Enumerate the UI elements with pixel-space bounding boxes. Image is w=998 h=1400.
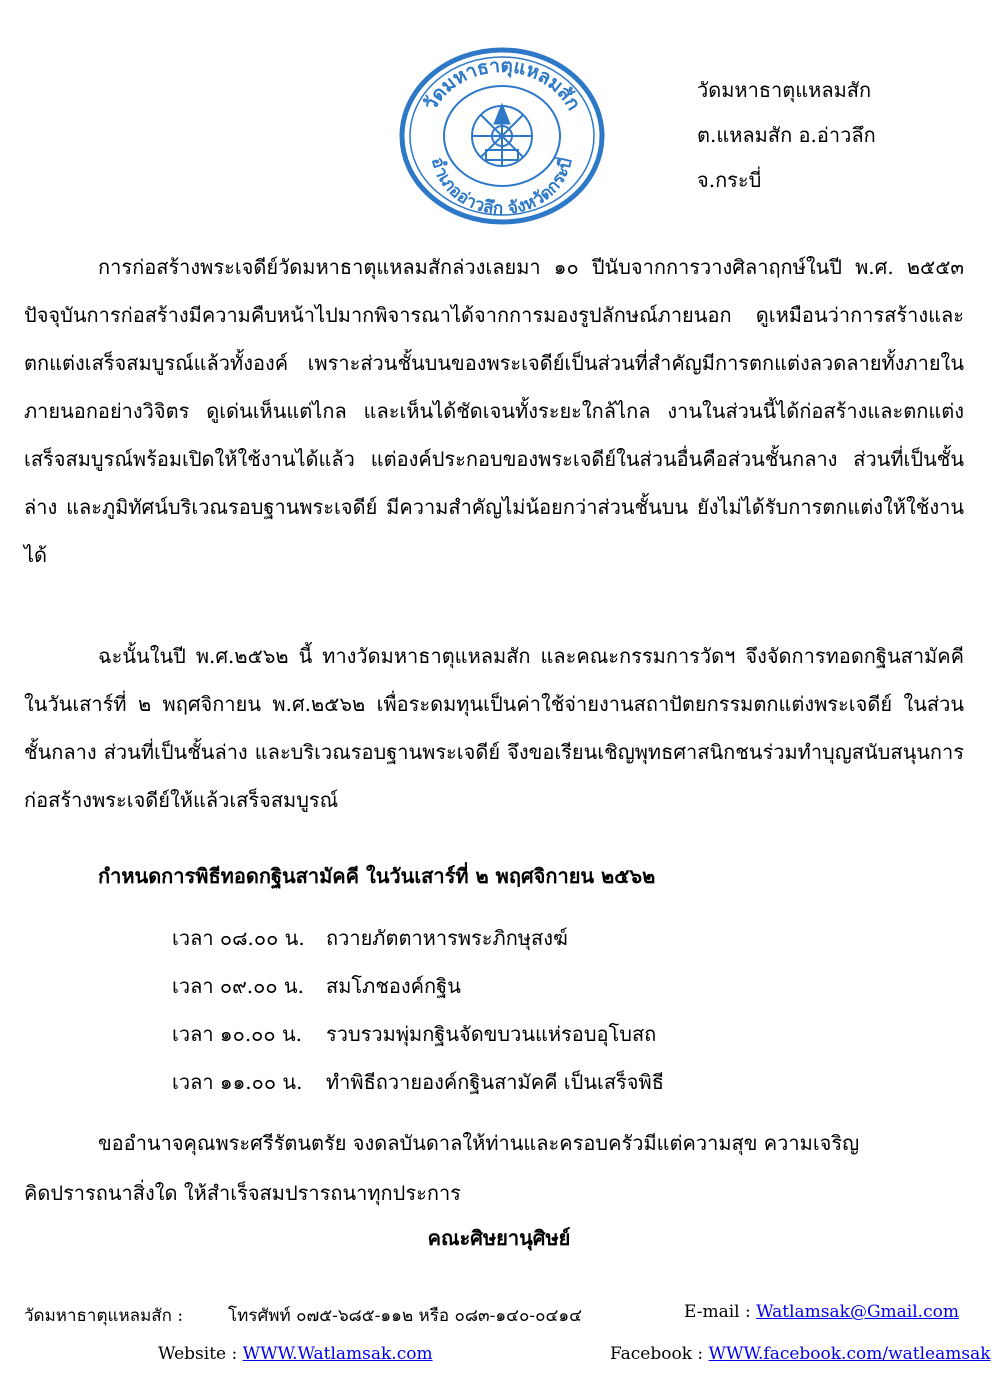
paragraph-blessing (24, 1118, 964, 1218)
seal-top-text: วัดมหาธาตุแหลมสัก (419, 54, 585, 115)
schedule-item (172, 1058, 664, 1106)
schedule-time: เวลา ๑๐.๐๐ น. (172, 1022, 302, 1046)
seal-emblem-icon (472, 104, 532, 166)
address-block (697, 68, 876, 203)
address-province: จ.กระบี่ (697, 168, 762, 192)
schedule-time: เวลา ๐๙.๐๐ น. (172, 974, 304, 998)
footer-website (158, 1344, 433, 1364)
footer-phone: โทรศัพท์ ๐๗๕-๖๘๕-๑๑๒ หรือ ๐๘๓-๑๔๐-๐๔๑๔ (228, 1306, 583, 1326)
footer-email (684, 1302, 959, 1322)
email-label: E-mail : (684, 1302, 757, 1322)
schedule-activity: ทำพิธีถวายองค์กฐินสามัคคี เป็นเสร็จพิธี (326, 1070, 664, 1094)
seal-bottom-text: อำเภออ่าวลึก จังหวัดกระบี่ (426, 154, 577, 220)
website-label: Website : (158, 1344, 243, 1364)
temple-seal (398, 46, 606, 226)
schedule-time: เวลา ๑๑.๐๐ น. (172, 1070, 303, 1094)
schedule-list (172, 914, 664, 1106)
schedule-activity: ถวายภัตตาหารพระภิกษุสงฆ์ (326, 926, 568, 950)
schedule-time: เวลา ๐๘.๐๐ น. (172, 926, 305, 950)
paragraph-kathin-invitation: ฉะนั้นในปี พ.ศ.๒๕๖๒ นี้ ทางวัดมหาธาตุแหลมสัก และคณะกรรมการวัดฯ จึงจัดการทอดกฐินสามัคคีในวันเสาร์ที่ ๒ พฤศจิกายน พ.ศ.๒๕๖๒ เพื่อระดมทุนเป็นค่าใช้จ่ายงานสถาปัตยกรรมตกแต่งพระเจดีย์ ในส่วนชั้นกลาง ส่วนที่เป็นชั้นล่าง และบริเวณรอบฐานพระเจดีย์ จึงขอเรียนเชิญพุทธศาสนิกชนร่วมทำบุญสนับสนุนการก่อสร้างพระเจดีย์ให้แล้วเสร็จสมบูรณ์ (24, 644, 964, 812)
schedule-heading: กำหนดการพิธีทอดกฐินสามัคคี ในวันเสาร์ที่ ๒ พฤศจิกายน ๒๕๖๒ (98, 864, 656, 888)
facebook-link[interactable]: WWW.facebook.com/watleamsak (708, 1344, 991, 1364)
blessing-line-1: ขออำนาจคุณพระศรีรัตนตรัย จงดลบันดาลให้ท่านและครอบครัวมีแต่ความสุข ความเจริญ (98, 1131, 860, 1155)
schedule-item (172, 962, 664, 1010)
schedule-item (172, 914, 664, 962)
schedule-activity: รวบรวมพุ่มกฐินจัดขบวนแห่รอบอุโบสถ (326, 1022, 657, 1046)
email-link[interactable]: Watlamsak@Gmail.com (756, 1302, 959, 1322)
footer-facebook (610, 1344, 991, 1364)
address-district: ต.แหลมสัก อ.อ่าวลึก (697, 123, 876, 147)
signature: คณะศิษยานุศิษย์ (427, 1226, 571, 1250)
footer-org: วัดมหาธาตุแหลมสัก : (24, 1306, 184, 1326)
schedule-item (172, 1010, 664, 1058)
facebook-label: Facebook : (610, 1344, 709, 1364)
address-temple: วัดมหาธาตุแหลมสัก (697, 78, 872, 102)
paragraph-construction: การก่อสร้างพระเจดีย์วัดมหาธาตุแหลมสักล่วงเลยมา ๑๐ ปีนับจากการวางศิลาฤกษ์ในปี พ.ศ. ๒๕๕๓ ปัจจุบันการก่อสร้างมีความคืบหน้าไปมากพิจารณาได้จากการมองรูปลักษณ์ภายนอก ดูเหมือนว่าการสร้างและตกแต่งเสร็จสมบูรณ์แล้วทั้งองค์ เพราะส่วนชั้นบนของพระเจดีย์เป็นส่วนที่สำคัญมีการตกแต่งลวดลายทั้งภายในภายนอกอย่างวิจิตร ดูเด่นเห็นแต่ไกล และเห็นได้ชัดเจนทั้งระยะใกล้ไกล งานในส่วนนี้ได้ก่อสร้างและตกแต่งเสร็จสมบูรณ์พร้อมเปิดให้ใช้งานได้แล้ว แต่องค์ประกอบของพระเจดีย์ในส่วนอื่นคือส่วนชั้นกลาง ส่วนที่เป็นชั้นล่าง และภูมิทัศน์บริเวณรอบฐานพระเจดีย์ มีความสำคัญไม่น้อยกว่าส่วนชั้นบน ยังไม่ได้รับการตกแต่งให้ใช้งานได้ (24, 255, 964, 567)
blessing-line-2: คิดปรารถนาสิ่งใด ให้สำเร็จสมปรารถนาทุกประการ (24, 1181, 461, 1205)
schedule-activity: สมโภชองค์กฐิน (326, 974, 461, 998)
website-link[interactable]: WWW.Watlamsak.com (242, 1344, 433, 1364)
